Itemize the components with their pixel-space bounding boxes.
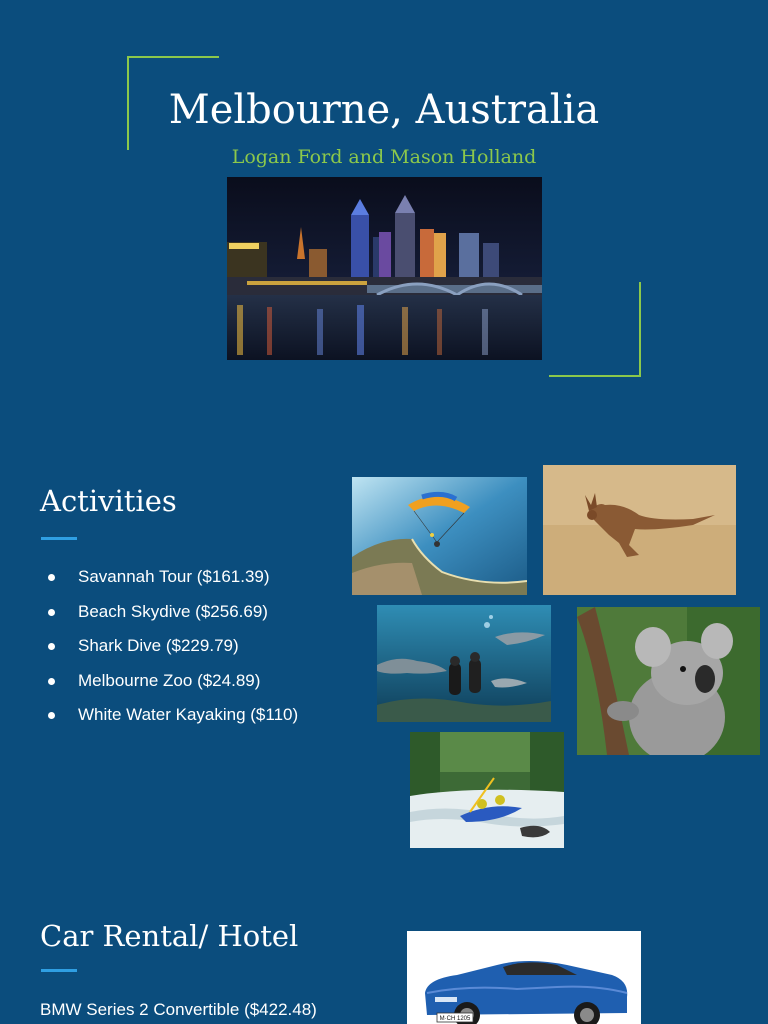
list-item <box>40 629 360 664</box>
list-item-label: White Water Kayaking ($110) <box>78 705 299 725</box>
shark-dive-image <box>377 605 551 722</box>
frame-corner-bottom-right-vertical <box>639 282 641 377</box>
activities-heading: Activities <box>40 484 177 518</box>
car-rental-item: BMW Series 2 Convertible ($422.48) <box>40 1000 317 1019</box>
list-item-label: Melbourne Zoo ($24.89) <box>78 670 261 690</box>
list-item <box>40 664 360 699</box>
list-item <box>40 560 360 595</box>
car-rental-heading: Car Rental/ Hotel <box>40 919 299 953</box>
hero-skyline-image <box>227 177 542 360</box>
car-rental-underline <box>41 969 77 972</box>
bullet-icon <box>48 609 55 616</box>
kangaroo-image <box>543 465 736 595</box>
kayaking-image <box>410 732 564 848</box>
list-item-label: Savannah Tour ($161.39) <box>78 567 270 586</box>
skydive-image <box>352 477 527 595</box>
license-plate: M·CH 1205 <box>439 1016 471 1022</box>
frame-corner-top-left <box>128 56 219 58</box>
koala-image <box>577 607 760 755</box>
list-item-label: Shark Dive ($229.79) <box>78 636 239 656</box>
list-item-label: Beach Skydive ($256.69) <box>78 601 268 621</box>
car-image <box>407 931 641 1024</box>
list-item <box>40 698 360 733</box>
frame-corner-bottom-right <box>549 375 641 377</box>
bullet-icon <box>48 643 55 650</box>
activities-underline <box>41 537 77 540</box>
page-title: Melbourne, Australia <box>168 87 600 133</box>
bullet-icon <box>48 678 55 685</box>
bullet-icon <box>48 712 55 719</box>
activities-list <box>40 560 360 733</box>
list-item <box>40 595 360 630</box>
page-subtitle: Logan Ford and Mason Holland <box>231 146 537 168</box>
bullet-icon <box>48 574 55 581</box>
